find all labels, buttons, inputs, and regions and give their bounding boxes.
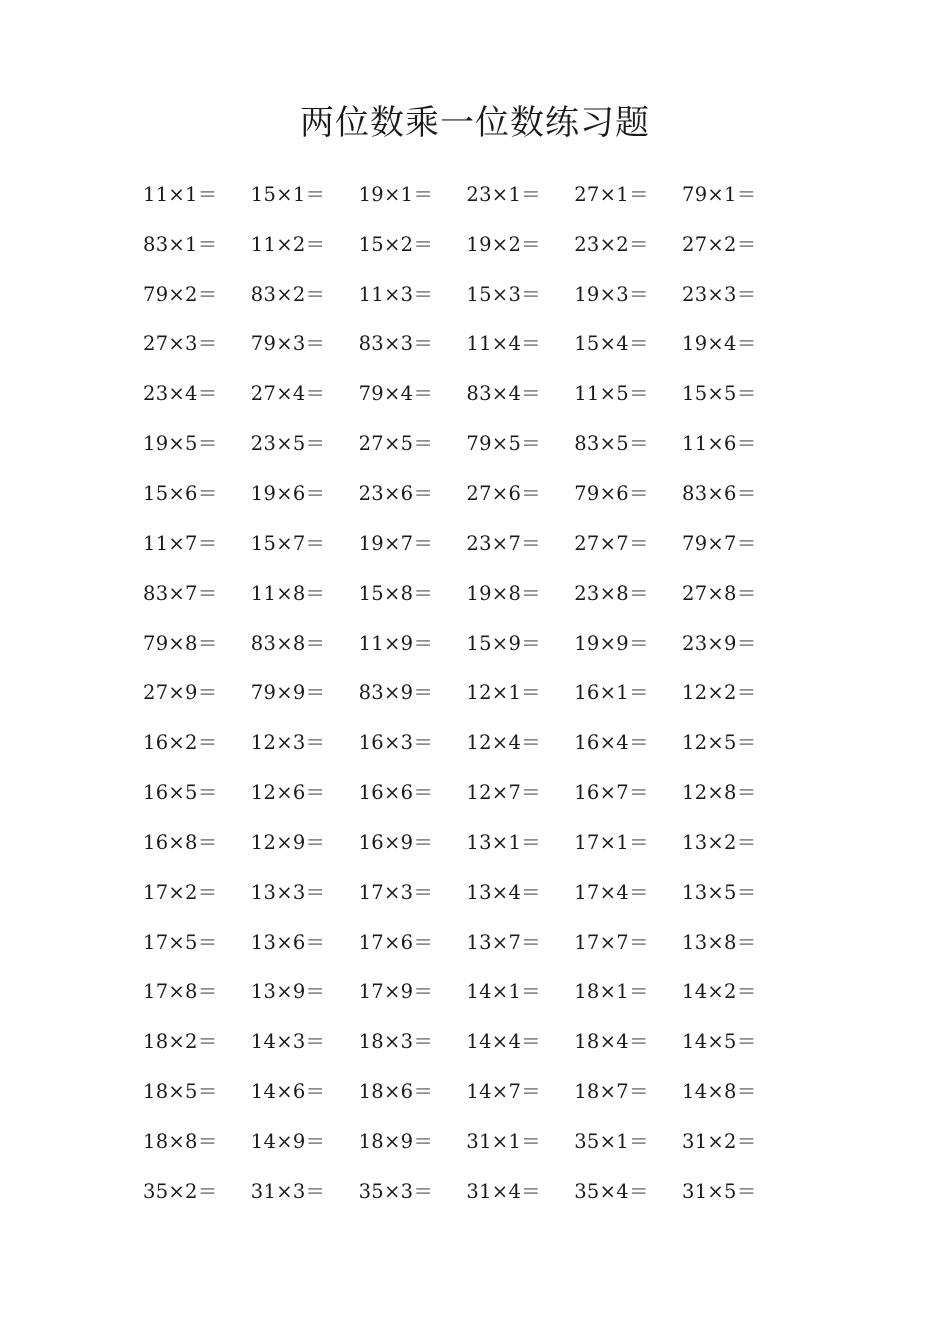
problem-item: 79×3＝: [250, 332, 326, 356]
problem-row: [143, 1015, 803, 1065]
problem-item: 79×7＝: [681, 531, 757, 555]
problem-item: 13×1＝: [466, 830, 541, 854]
problem-item: 35×3＝: [358, 1179, 434, 1203]
problem-item: 18×1＝: [574, 980, 649, 1004]
problem-item: 15×4＝: [574, 332, 649, 356]
problem-item: 18×8＝: [143, 1129, 218, 1153]
problem-item: 83×2＝: [250, 282, 326, 306]
problem-item: 16×4＝: [574, 731, 649, 755]
problem-row: [143, 218, 803, 268]
problem-item: 17×7＝: [574, 930, 649, 954]
problem-item: 18×7＝: [574, 1080, 649, 1104]
problem-item: 11×3＝: [358, 282, 434, 306]
problem-item: 11×8＝: [250, 581, 326, 605]
problem-item: 13×4＝: [466, 880, 541, 904]
problem-item: 11×1＝: [143, 182, 218, 206]
problem-row: [143, 567, 803, 617]
problem-item: 19×8＝: [466, 581, 541, 605]
problem-item: 12×6＝: [250, 781, 326, 805]
problem-item: 14×5＝: [681, 1030, 757, 1054]
problem-item: 27×2＝: [681, 232, 757, 256]
problem-item: 14×7＝: [466, 1080, 541, 1104]
problem-item: 23×9＝: [681, 631, 757, 655]
problem-item: 14×1＝: [466, 980, 541, 1004]
problem-item: 11×4＝: [466, 332, 541, 356]
problem-item: 31×5＝: [681, 1179, 757, 1203]
problem-item: 83×3＝: [358, 332, 434, 356]
problem-item: 16×9＝: [358, 830, 434, 854]
problem-item: 12×4＝: [466, 731, 541, 755]
problem-row: [143, 517, 803, 567]
problem-item: 79×8＝: [143, 631, 218, 655]
problem-item: 16×1＝: [574, 681, 649, 705]
problem-item: 83×5＝: [574, 432, 649, 456]
page-title: 两位数乘一位数练习题: [300, 103, 650, 143]
problem-item: 19×6＝: [250, 481, 326, 505]
problem-item: 15×6＝: [143, 481, 218, 505]
problem-item: 19×4＝: [681, 332, 757, 356]
problem-item: 12×8＝: [681, 781, 757, 805]
problem-row: [143, 1065, 803, 1115]
problem-item: 16×2＝: [143, 731, 218, 755]
problem-item: 16×5＝: [143, 781, 218, 805]
problem-item: 12×5＝: [681, 731, 757, 755]
problem-item: 19×2＝: [466, 232, 541, 256]
problem-item: 15×8＝: [358, 581, 434, 605]
problem-item: 83×4＝: [466, 382, 541, 406]
problem-item: 19×9＝: [574, 631, 649, 655]
problem-item: 35×2＝: [143, 1179, 218, 1203]
problem-item: 18×3＝: [358, 1030, 434, 1054]
problem-item: 15×3＝: [466, 282, 541, 306]
problem-item: 19×5＝: [143, 432, 218, 456]
problem-row: [143, 467, 803, 517]
problem-item: 12×2＝: [681, 681, 757, 705]
problem-item: 23×1＝: [466, 182, 541, 206]
problem-item: 83×9＝: [358, 681, 434, 705]
problem-item: 18×5＝: [143, 1080, 218, 1104]
problem-item: 23×5＝: [250, 432, 326, 456]
problem-item: 14×6＝: [250, 1080, 326, 1104]
problem-item: 15×2＝: [358, 232, 434, 256]
problem-item: 17×8＝: [143, 980, 218, 1004]
problem-item: 12×9＝: [250, 830, 326, 854]
problem-item: 15×5＝: [681, 382, 757, 406]
problem-item: 27×9＝: [143, 681, 218, 705]
problem-item: 83×1＝: [143, 232, 218, 256]
problem-row: [143, 168, 803, 218]
problem-item: 27×5＝: [358, 432, 434, 456]
problem-item: 79×2＝: [143, 282, 218, 306]
problem-item: 27×6＝: [466, 481, 541, 505]
problem-item: 35×4＝: [574, 1179, 649, 1203]
problem-row: [143, 766, 803, 816]
problem-item: 23×7＝: [466, 531, 541, 555]
problem-item: 79×4＝: [358, 382, 434, 406]
problem-row: [143, 966, 803, 1016]
problem-item: 79×5＝: [466, 432, 541, 456]
problem-item: 11×7＝: [143, 531, 218, 555]
problem-item: 79×1＝: [681, 182, 757, 206]
problem-item: 19×3＝: [574, 282, 649, 306]
problem-item: 15×9＝: [466, 631, 541, 655]
problem-item: 83×7＝: [143, 581, 218, 605]
problem-item: 16×7＝: [574, 781, 649, 805]
problem-item: 27×1＝: [574, 182, 649, 206]
problem-item: 17×1＝: [574, 830, 649, 854]
problem-row: [143, 1165, 803, 1215]
problem-item: 12×1＝: [466, 681, 541, 705]
problem-item: 17×4＝: [574, 880, 649, 904]
problem-item: 27×3＝: [143, 332, 218, 356]
problem-item: 31×4＝: [466, 1179, 541, 1203]
problem-item: 16×3＝: [358, 731, 434, 755]
problem-row: [143, 367, 803, 417]
problem-item: 17×5＝: [143, 930, 218, 954]
problem-item: 15×1＝: [250, 182, 326, 206]
problem-item: 17×3＝: [358, 880, 434, 904]
problem-item: 79×9＝: [250, 681, 326, 705]
problem-item: 19×7＝: [358, 531, 434, 555]
problem-item: 16×6＝: [358, 781, 434, 805]
problem-item: 27×8＝: [681, 581, 757, 605]
problem-item: 12×7＝: [466, 781, 541, 805]
problem-item: 23×2＝: [574, 232, 649, 256]
problem-item: 13×6＝: [250, 930, 326, 954]
problem-item: 35×1＝: [574, 1129, 649, 1153]
problem-item: 11×9＝: [358, 631, 434, 655]
problem-item: 13×5＝: [681, 880, 757, 904]
problem-item: 17×6＝: [358, 930, 434, 954]
problem-row: [143, 268, 803, 318]
problem-row: [143, 417, 803, 467]
problem-item: 17×9＝: [358, 980, 434, 1004]
problem-row: [143, 666, 803, 716]
problem-item: 13×9＝: [250, 980, 326, 1004]
problem-item: 19×1＝: [358, 182, 434, 206]
problem-row: [143, 318, 803, 368]
problem-item: 11×5＝: [574, 382, 649, 406]
problem-item: 23×3＝: [681, 282, 757, 306]
problem-item: 83×8＝: [250, 631, 326, 655]
problem-item: 17×2＝: [143, 880, 218, 904]
problem-item: 13×3＝: [250, 880, 326, 904]
problem-grid: [143, 168, 803, 1215]
problem-item: 14×3＝: [250, 1030, 326, 1054]
problem-item: 31×3＝: [250, 1179, 326, 1203]
problem-row: [143, 816, 803, 866]
problem-item: 13×7＝: [466, 930, 541, 954]
problem-row: [143, 916, 803, 966]
problem-item: 11×2＝: [250, 232, 326, 256]
problem-row: [143, 716, 803, 766]
problem-item: 13×2＝: [681, 830, 757, 854]
problem-item: 18×6＝: [358, 1080, 434, 1104]
problem-item: 27×7＝: [574, 531, 649, 555]
problem-item: 12×3＝: [250, 731, 326, 755]
problem-item: 13×8＝: [681, 930, 757, 954]
problem-item: 23×6＝: [358, 481, 434, 505]
problem-item: 79×6＝: [574, 481, 649, 505]
problem-item: 23×8＝: [574, 581, 649, 605]
problem-item: 31×1＝: [466, 1129, 541, 1153]
problem-item: 18×2＝: [143, 1030, 218, 1054]
problem-row: [143, 1115, 803, 1165]
problem-item: 31×2＝: [681, 1129, 757, 1153]
problem-item: 14×9＝: [250, 1129, 326, 1153]
problem-item: 18×9＝: [358, 1129, 434, 1153]
problem-item: 18×4＝: [574, 1030, 649, 1054]
problem-item: 15×7＝: [250, 531, 326, 555]
problem-item: 14×8＝: [681, 1080, 757, 1104]
problem-row: [143, 617, 803, 667]
problem-item: 14×4＝: [466, 1030, 541, 1054]
problem-item: 14×2＝: [681, 980, 757, 1004]
problem-item: 23×4＝: [143, 382, 218, 406]
problem-item: 83×6＝: [681, 481, 757, 505]
problem-item: 11×6＝: [681, 432, 757, 456]
problem-item: 16×8＝: [143, 830, 218, 854]
problem-item: 27×4＝: [250, 382, 326, 406]
problem-row: [143, 866, 803, 916]
